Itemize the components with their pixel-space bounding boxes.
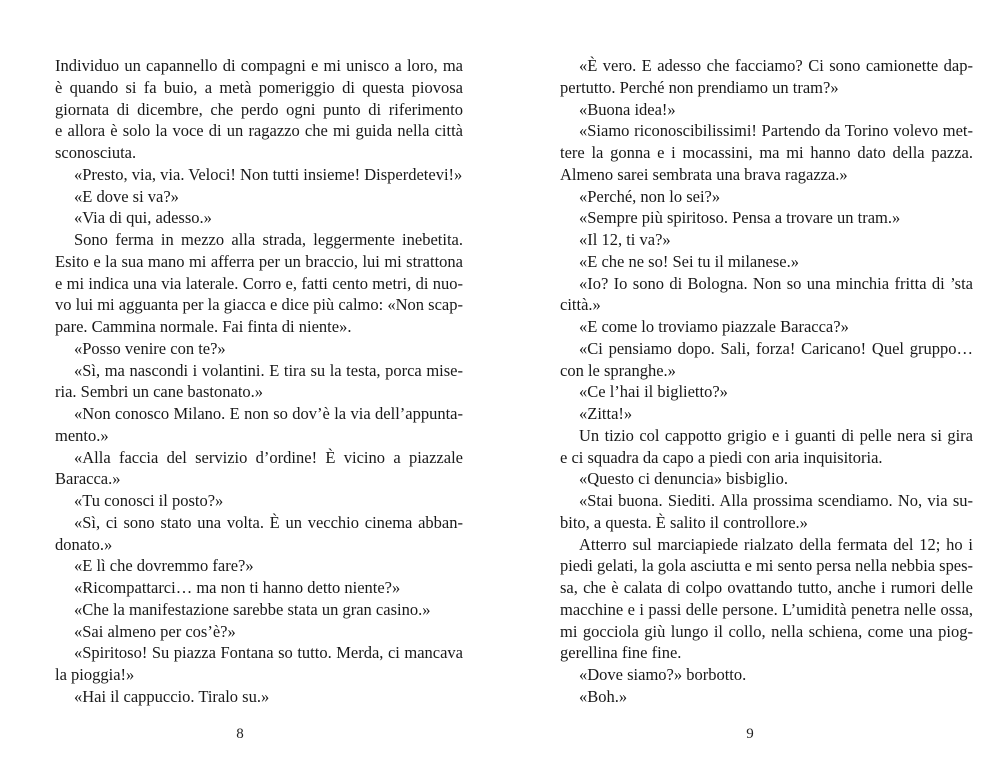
text-line: Baracca.»	[55, 469, 121, 489]
page-left-number: 8	[236, 726, 244, 742]
text-line: «Ricompattarci… ma non ti hanno detto niente?»	[74, 578, 401, 597]
text-line: donato.»	[55, 534, 113, 554]
text-line: «Perché, non lo sei?»	[579, 186, 721, 206]
page-right	[560, 55, 973, 742]
text-line: «Il 12, ti va?»	[579, 230, 671, 249]
text-line: e mi indica una via laterale. Corro e, fatti cento metri, di nuo-	[55, 273, 463, 293]
text-line: «Sempre più spiritoso. Pensa a trovare un tram.»	[579, 208, 901, 228]
text-line: con le spranghe.»	[560, 360, 676, 380]
text-line: «Buona idea!»	[579, 99, 676, 119]
text-line: e ci squadra da capo a piedi con aria inquisitoria.	[560, 447, 883, 467]
text-line: ria. Sembri un cane bastonato.»	[55, 382, 264, 402]
text-line: sconosciuta.	[55, 143, 137, 162]
text-line: mento.»	[55, 425, 109, 445]
text-line: Almeno sarei sembrata una brava ragazza.»	[560, 164, 848, 184]
text-line: pare. Cammina normale. Fai finta di niente».	[55, 317, 352, 336]
text-line: la pioggia!»	[55, 665, 135, 684]
text-line: bito, a questa. È salito il controllore.»	[560, 512, 808, 532]
text-line: Sono ferma in mezzo alla strada, leggermente inebetita.	[74, 230, 463, 249]
text-line: Esito e la sua mano mi afferra per un braccio, lui mi strattona	[55, 251, 463, 271]
text-line: «Ce l’hai il biglietto?»	[579, 382, 728, 402]
text-line: «Spiritoso! Su piazza Fontana so tutto. Merda, ci mancava	[74, 643, 463, 663]
text-line: gerellina fine fine.	[560, 643, 682, 663]
text-line: «E dove si va?»	[74, 186, 179, 206]
text-line: «Siamo riconoscibilissimi! Partendo da Torino volevo met-	[579, 121, 973, 141]
text-line: «Presto, via, via. Veloci! Non tutti insieme! Disperdetevi!»	[74, 164, 463, 184]
text-line: «Ci pensiamo dopo. Sali, forza! Caricano! Quel gruppo…	[579, 338, 973, 358]
text-line: giornata di dicembre, che perdo ogni punto di riferimento	[55, 99, 463, 119]
text-line: «Sì, ci sono stato una volta. È un vecchio cinema abban-	[74, 512, 463, 532]
text-line: Individuo un capannello di compagni e mi unisco a loro, ma	[55, 56, 463, 75]
text-line: «Sai almeno per cos’è?»	[74, 621, 236, 641]
text-line: città.»	[560, 295, 601, 315]
text-line: «Sì, ma nascondi i volantini. E tira su la testa, porca mise-	[74, 360, 463, 380]
text-line: macchine e i passi delle persone. L’umidità penetra nelle ossa,	[560, 599, 973, 619]
text-line: «È vero. E adesso che facciamo? Ci sono camionette dap-	[579, 56, 973, 75]
text-line: «Questo ci denuncia» bisbiglio.	[579, 469, 788, 489]
text-line: «E come lo troviamo piazzale Baracca?»	[579, 317, 849, 336]
text-line: «Tu conosci il posto?»	[74, 491, 224, 510]
text-line: «Posso venire con te?»	[74, 338, 226, 358]
text-line: «Zitta!»	[579, 404, 633, 423]
text-line: tere la gonna e i mocassini, ma mi hanno dato della pazza.	[560, 143, 973, 162]
text-line: «E che ne so! Sei tu il milanese.»	[579, 251, 799, 271]
text-line: «Stai buona. Siediti. Alla prossima scendiamo. No, via su-	[579, 491, 973, 510]
text-line: «Dove siamo?» borbotto.	[579, 665, 747, 684]
text-line: «Non conosco Milano. E non so dov’è la via dell’appunta-	[74, 404, 463, 423]
page-left-text-block	[55, 55, 463, 708]
text-line: «E lì che dovremmo fare?»	[74, 556, 254, 576]
page-right-text-block	[560, 55, 973, 708]
text-line: Un tizio col cappotto grigio e i guanti di pelle nera si gira	[579, 425, 973, 445]
text-line: e allora è solo la voce di un ragazzo che mi guida nella città	[55, 121, 463, 141]
text-line: pertutto. Perché non prendiamo un tram?»	[560, 77, 839, 97]
text-line: «Che la manifestazione sarebbe stata un gran casino.»	[74, 599, 431, 619]
text-line: «Via di qui, adesso.»	[74, 208, 212, 228]
text-line: Atterro sul marciapiede rialzato della fermata del 12; ho i	[579, 534, 973, 554]
text-line: mi gocciola giù lungo il collo, nella schiena, come una piog-	[560, 621, 973, 641]
text-line: piedi gelati, la gola asciutta e mi sento persa nella nebbia spes-	[560, 556, 973, 576]
text-line: sa, che è calata di colpo ovattando tutto, anche i rumori delle	[560, 578, 973, 597]
text-line: «Boh.»	[579, 686, 628, 706]
page-right-number: 9	[746, 726, 754, 742]
text-line: è quando si fa buio, a metà pomeriggio di questa piovosa	[55, 77, 463, 97]
text-line: «Io? Io sono di Bologna. Non so una minchia fritta di ’sta	[579, 273, 973, 293]
text-line: «Hai il cappuccio. Tiralo su.»	[74, 686, 270, 706]
text-line: vo lui mi agguanta per la giacca e dice più calmo: «Non scap-	[55, 295, 463, 315]
page-left	[55, 55, 463, 742]
text-line: «Alla faccia del servizio d’ordine! È vicino a piazzale	[74, 447, 463, 467]
